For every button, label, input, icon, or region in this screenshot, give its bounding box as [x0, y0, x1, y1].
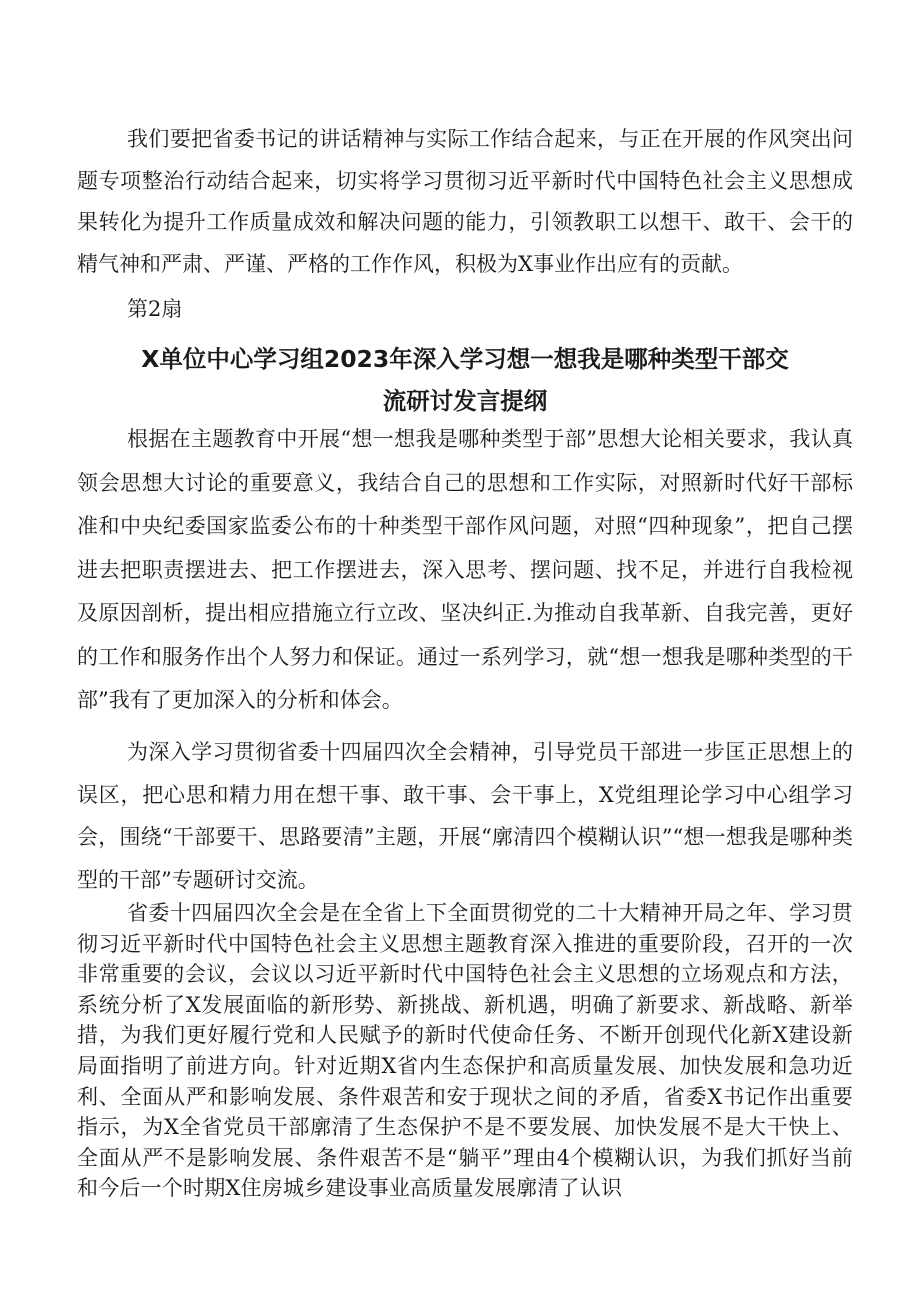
body-paragraph-3: 省委十四届四次全会是在全省上下全面贯彻党的二十大精神开局之年、学习贯彻习近平新时代中国特色社会主义思想主题教育深入推进的重要阶段，召开的一次非常重要的会议，会议以习近平新时代中国特色社会主义思想的立场观点和方法，系统分析了X发展面临的新形势、新挑战、新机遇，明确了新要求、新战略、新举措，为我们更好履行党和人民赋予的新时代使命任务、不断开创现代化新X建设新局面指明了前进方向。针对近期X省内生态保护和高质量发展、加快发展和急功近利、全面从严和影响发展、条件艰苦和安于现状之间的矛盾，省委X书记作出重要指示，为X全省党员干部廓清了生态保护不是不要发展、加快发展不是大干快上、全面从严不是影响发展、条件艰苦不是“躺平”理由4个模糊认识，为我们抓好当前和今后一个时期X住房城乡建设事业高质量发展廓清了认识 [77, 901, 853, 1201]
section-label: 第2扇 [127, 297, 183, 321]
body-paragraph-2: 为深入学习贯彻省委十四届四次全会精神，引导党员干部进一步匡正思想上的误区，把心思和精力用在想干事、敢干事、会干事上，X党组理论学习中心组学习会，围绕“干部要干、思路要清”主题，开展“廓清四个模糊认识”“想一想我是哪种类型的干部”专题研讨交流。 [77, 740, 853, 892]
document-title [77, 338, 853, 422]
title-line-1: X单位中心学习组2023年深入学习想一想我是哪种类型干部交 [141, 345, 789, 373]
title-line-2: 流研讨发言提纲 [382, 387, 548, 415]
intro-paragraph: 我们要把省委书记的讲话精神与实际工作结合起来，与正在开展的作风突出问题专项整治行动结合起来，切实将学习贯彻习近平新时代中国特色社会主义思想成果转化为提升工作质量成效和解决问题的能力，引领教职工以想干、敢干、会干的精气神和严肃、严谨、严格的工作作风，积极为X事业作出应有的贡献。 [77, 127, 853, 276]
body-paragraph-1: 根据在主题教育中开展“想一想我是哪种类型于部”思想大论相关要求，我认真领会思想大讨论的重要意义，我结合自己的思想和工作实际，对照新时代好干部标准和中央纪委国家监委公布的十种类型干部作风问题，对照“四种现象”，把自己摆进去把职责摆进去、把工作摆进去，深入思考、摆问题、找不足，并进行自我检视及原因剖析，提出相应措施立行立改、坚决纠正.为推动自我革新、自我完善，更好的工作和服务作出个人努力和保证。通过一系列学习，就“想一想我是哪种类型的干部”我有了更加深入的分析和体会。 [77, 427, 853, 712]
